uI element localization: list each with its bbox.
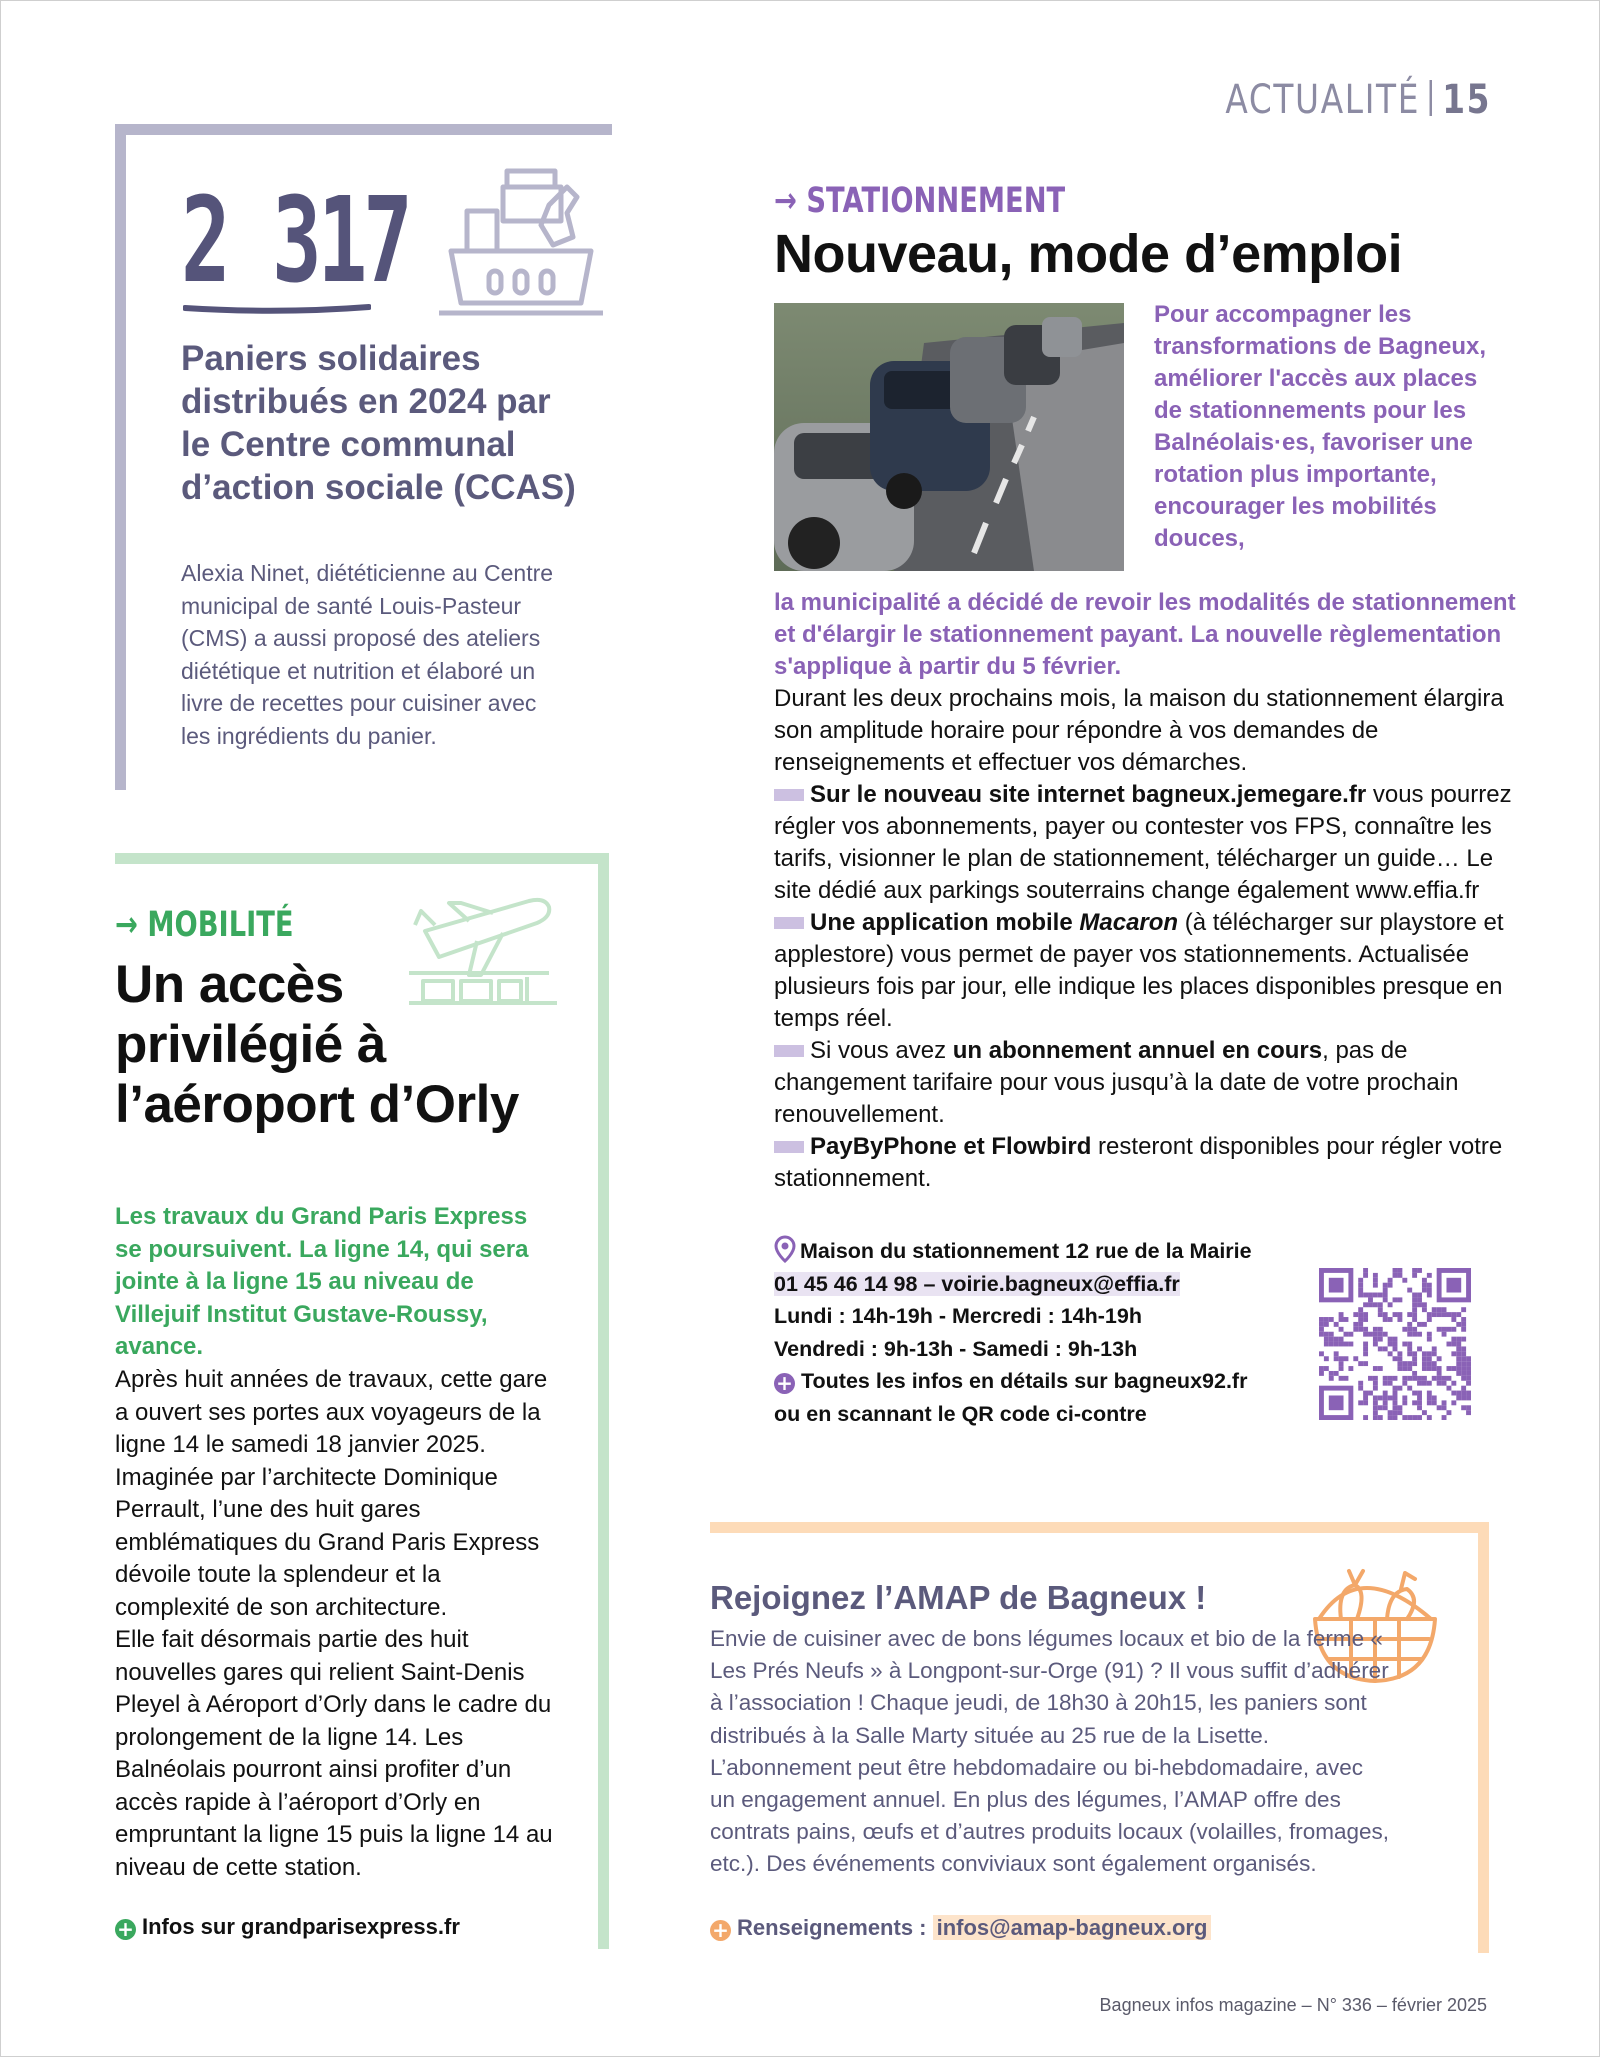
contact-address-line — [774, 1235, 1314, 1268]
bullet-payment-text: resteront disponibles pour régler votre stationnement. — [774, 1133, 1503, 1192]
section-label: ACTUALITÉ — [1225, 77, 1420, 123]
bullet-dash — [774, 1045, 804, 1057]
page-header — [1225, 77, 1491, 123]
basket-icon — [437, 165, 605, 319]
bullet-app-text: (à télécharger sur playstore et applestore) vous permet de payer vos stationnements. Actualisée plusieurs fois par jour, elle indique les places disponibles presque en temps réel. — [774, 909, 1504, 1032]
mobilite-tag: → MOBILITÉ — [115, 905, 294, 945]
bullet-subscription-bold: un abonnement annuel en cours — [952, 1037, 1323, 1064]
amap-email-link[interactable]: infos@amap-bagneux.org — [933, 1915, 1212, 1940]
bullet-dash — [774, 1141, 804, 1153]
mobilite-body-paragraph-2: Elle fait désormais partie des huit nouvelles gares qui relient Saint-Denis Pleyel à Aéroport d’Orly dans le cadre du prolongement de la ligne 14. Les Balnéolais pourront ainsi profiter d’un accès rapide à l’aéroport d’Orly en empruntant la ligne 15 puis la ligne 14 au niveau de cette station. — [115, 1626, 553, 1881]
plus-icon: + — [774, 1373, 795, 1394]
pin-icon — [774, 1235, 796, 1263]
stationnement-lead-part-1: Pour accompagner les transformations de Bagneux, améliorer l'accès aux places de stationnements pour les Balnéolais·es, favoriser une rotation plus importante, encourager les mobilités douces, — [1154, 301, 1487, 552]
ccas-number: 2 317 — [181, 171, 409, 309]
plus-icon: + — [115, 1919, 136, 1940]
mobilite-body — [115, 1364, 555, 1884]
parked-cars-photo — [774, 303, 1124, 571]
bullet-app — [774, 907, 1534, 1035]
header-separator — [1430, 80, 1432, 116]
bullet-dash — [774, 789, 804, 801]
contact-more-line — [774, 1365, 1314, 1398]
contact-phone-email — [774, 1268, 1314, 1301]
ccas-body: Alexia Ninet, diététicienne au Centre municipal de santé Louis-Pasteur (CMS) a aussi proposé des ateliers diététique et nutrition et élaboré un livre de recettes pour cuisiner avec les ingrédients du panier. — [181, 560, 554, 749]
bullet-app-name: Macaron — [1079, 909, 1179, 936]
mobilite-info-link[interactable]: Infos sur grandparisexpress.fr — [142, 1914, 460, 1939]
contact-hours-1: Lundi : 14h-19h - Mercredi : 14h-19h — [774, 1304, 1142, 1328]
mobilite-lead: Les travaux du Grand Paris Express se poursuivent. La ligne 14, qui sera jointe à la ligne 15 au niveau de Villejuif Institut Gustave-Roussy, avance. — [115, 1203, 529, 1360]
contact-more-2: ou en scannant le QR code ci-contre — [774, 1401, 1147, 1426]
contact-phone-email-text[interactable]: 01 45 46 14 98 – voirie.bagneux@effia.fr — [774, 1271, 1180, 1296]
mobilite-title: Un accès privilégié à l’aéroport d’Orly — [115, 955, 519, 1134]
amap-info — [710, 1915, 1211, 1941]
bullet-website-text: vous pourrez régler vos abonnements, payer ou contester vos FPS, connaître les tarifs, visionner le plan de stationnement, télécharger un guide… Le site dédié aux parkings souterrains change également www.effia.fr — [774, 781, 1512, 904]
mobilite-body-paragraph-1: Après huit années de travaux, cette gare a ouvert ses portes aux voyageurs de la ligne 14 le samedi 18 janvier 2025. Imaginée par l’architecte Dominique Perrault, l’une des huit gares emblématiques du Grand Paris Express dévoile toute la splendeur et la complexité de son architecture. — [115, 1366, 548, 1621]
bullet-dash — [774, 917, 804, 929]
stationnement-contact — [774, 1235, 1314, 1430]
bullet-subscription-text: , pas de changement tarifaire pour vous jusqu’à la date de votre prochain renouvellement. — [774, 1037, 1459, 1128]
page-footer: Bagneux infos magazine – N° 336 – février 2025 — [1099, 1995, 1487, 2015]
stationnement-body — [774, 683, 1534, 1195]
bullet-payment-bold: PayByPhone et Flowbird — [810, 1133, 1092, 1160]
contact-hours-2: Vendredi : 9h-13h - Samedi : 9h-13h — [774, 1336, 1138, 1361]
amap-info-label: Renseignements : — [737, 1915, 933, 1940]
bullet-subscription — [774, 1035, 1534, 1131]
ccas-title: Paniers solidaires distribués en 2024 par le Centre communal d’action sociale (CCAS) — [181, 339, 576, 507]
amap-title: Rejoignez l’AMAP de Bagneux ! — [710, 1579, 1207, 1616]
bullet-website-bold[interactable]: Sur le nouveau site internet bagneux.jemegare.fr — [810, 781, 1367, 808]
qr-code[interactable] — [1319, 1268, 1471, 1420]
contact-more-1[interactable]: Toutes les infos en détails sur bagneux92.fr — [801, 1369, 1248, 1393]
page-number: 15 — [1442, 77, 1491, 123]
stationnement-title: Nouveau, mode d’emploi — [774, 224, 1403, 284]
plus-icon: + — [710, 1920, 731, 1941]
bullet-website — [774, 779, 1534, 907]
amap-body: Envie de cuisiner avec de bons légumes locaux et bio de la ferme « Les Prés Neufs » à Longpont-sur-Orge (91) ? Il vous suffit d’adhérer à l’association ! Chaque jeudi, de 18h30 à 20h15, les paniers sont distribués à la Salle Marty située au 25 rue de la Lisette. L’abonnement peut être hebdomadaire ou bi-hebdomadaire, avec un engagement annuel. En plus des légumes, l’AMAP offre des contrats pains, œufs et d’autres produits locaux (volailles, fromages, etc.). Des événements conviviaux sont également organisés. — [710, 1626, 1390, 1877]
stationnement-tag: → STATIONNEMENT — [774, 181, 1066, 221]
stationnement-lead-part-2: la municipalité a décidé de revoir les modalités de stationnement et d'élargir le stationnement payant. La nouvelle règlementation s'applique à partir du 5 février. — [774, 589, 1516, 680]
bullet-payment — [774, 1131, 1534, 1195]
bullet-subscription-pre: Si vous avez — [810, 1037, 953, 1064]
number-underline — [183, 304, 371, 314]
mobilite-info — [115, 1914, 460, 1940]
bullet-app-bold: Une application mobile — [810, 909, 1080, 936]
contact-address: Maison du stationnement 12 rue de la Mairie — [800, 1239, 1252, 1263]
stationnement-intro: Durant les deux prochains mois, la maison du stationnement élargira son amplitude horaire pour répondre à vos demandes de renseignements et effectuer vos démarches. — [774, 685, 1504, 776]
